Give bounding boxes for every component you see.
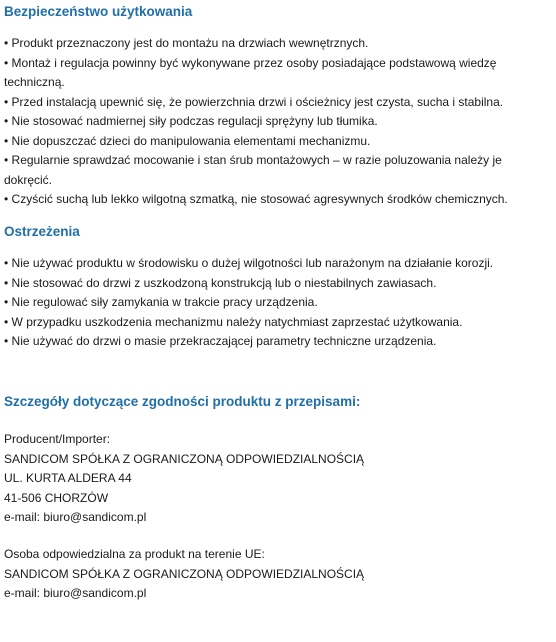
- producer-city: 41-506 CHORZÓW: [4, 490, 109, 505]
- eu-responsible-email: e-mail: biuro@sandicom.pl: [4, 586, 147, 600]
- eu-responsible-block: [4, 545, 544, 604]
- bullet-icon: •: [4, 192, 9, 206]
- list-item: [4, 112, 534, 132]
- bullet-icon: •: [4, 153, 9, 167]
- list-item-text: Nie używać do drzwi o masie przekraczającej parametry techniczne urządzenia.: [11, 334, 437, 348]
- warnings-list: [4, 254, 534, 352]
- list-item-text: Produkt przeznaczony jest do montażu na drzwiach wewnętrznych.: [11, 36, 369, 50]
- warnings-heading: Ostrzeżenia: [4, 224, 80, 239]
- list-item: [4, 93, 534, 113]
- safety-heading: Bezpieczeństwo użytkowania: [4, 4, 193, 19]
- list-item-text: Montaż i regulacja powinny być wykonywane przez osoby posiadające podstawową wiedzę techniczną.: [4, 55, 497, 89]
- bullet-icon: •: [4, 36, 9, 50]
- producer-email: e-mail: biuro@sandicom.pl: [4, 510, 147, 524]
- safety-list: [4, 34, 534, 210]
- list-item: [4, 190, 534, 210]
- bullet-icon: •: [4, 334, 9, 348]
- bullet-icon: •: [4, 133, 9, 148]
- bullet-icon: •: [4, 114, 9, 128]
- producer-company: SANDICOM SPÓŁKA Z OGRANICZONĄ ODPOWIEDZIALNOŚCIĄ: [4, 451, 365, 466]
- bullet-icon: •: [4, 295, 9, 309]
- list-item-text: Nie stosować nadmiernej siły podczas regulacji sprężyny lub tłumika.: [11, 114, 378, 128]
- list-item-text: Nie regulować siły zamykania w trakcie pracy urządzenia.: [11, 295, 318, 309]
- bullet-icon: •: [4, 314, 9, 329]
- producer-street: UL. KURTA ALDERA 44: [4, 471, 132, 485]
- list-item: [4, 151, 534, 190]
- list-item: [4, 132, 534, 152]
- bullet-icon: •: [4, 55, 9, 70]
- eu-responsible-company: SANDICOM SPÓŁKA Z OGRANICZONĄ ODPOWIEDZIALNOŚCIĄ: [4, 566, 365, 581]
- list-item-text: Regularnie sprawdzać mocowanie i stan śrub montażowych – w razie poluzowania należy je dokręcić.: [4, 153, 502, 187]
- compliance-heading: Szczegóły dotyczące zgodności produktu z przepisami:: [4, 394, 361, 409]
- bullet-icon: •: [4, 256, 9, 270]
- producer-block: [4, 430, 544, 528]
- list-item: [4, 54, 534, 93]
- list-item-text: Nie dopuszczać dzieci do manipulowania elementami mechanizmu.: [11, 133, 371, 148]
- list-item: [4, 254, 534, 274]
- list-item: [4, 274, 534, 294]
- list-item: [4, 313, 534, 333]
- list-item-text: Nie używać produktu w środowisku o dużej wilgotności lub narażonym na działanie korozji.: [11, 256, 494, 270]
- bullet-icon: •: [4, 94, 9, 109]
- producer-label: Producent/Importer:: [4, 432, 111, 446]
- list-item-text: W przypadku uszkodzenia mechanizmu należy natychmiast zaprzestać użytkowania.: [11, 314, 463, 329]
- list-item: [4, 293, 534, 313]
- list-item: [4, 34, 534, 54]
- list-item-text: Czyścić suchą lub lekko wilgotną szmatką, nie stosować agresywnych środków chemicznych.: [11, 192, 508, 206]
- eu-responsible-label: Osoba odpowiedzialna za produkt na terenie UE:: [4, 547, 265, 561]
- list-item-text: Przed instalacją upewnić się, że powierzchnia drzwi i ościeżnicy jest czysta, sucha i stabilna.: [11, 94, 504, 109]
- bullet-icon: •: [4, 275, 9, 290]
- list-item: [4, 332, 534, 352]
- list-item-text: Nie stosować do drzwi z uszkodzoną konstrukcją lub o niestabilnych zawiasach.: [11, 275, 437, 290]
